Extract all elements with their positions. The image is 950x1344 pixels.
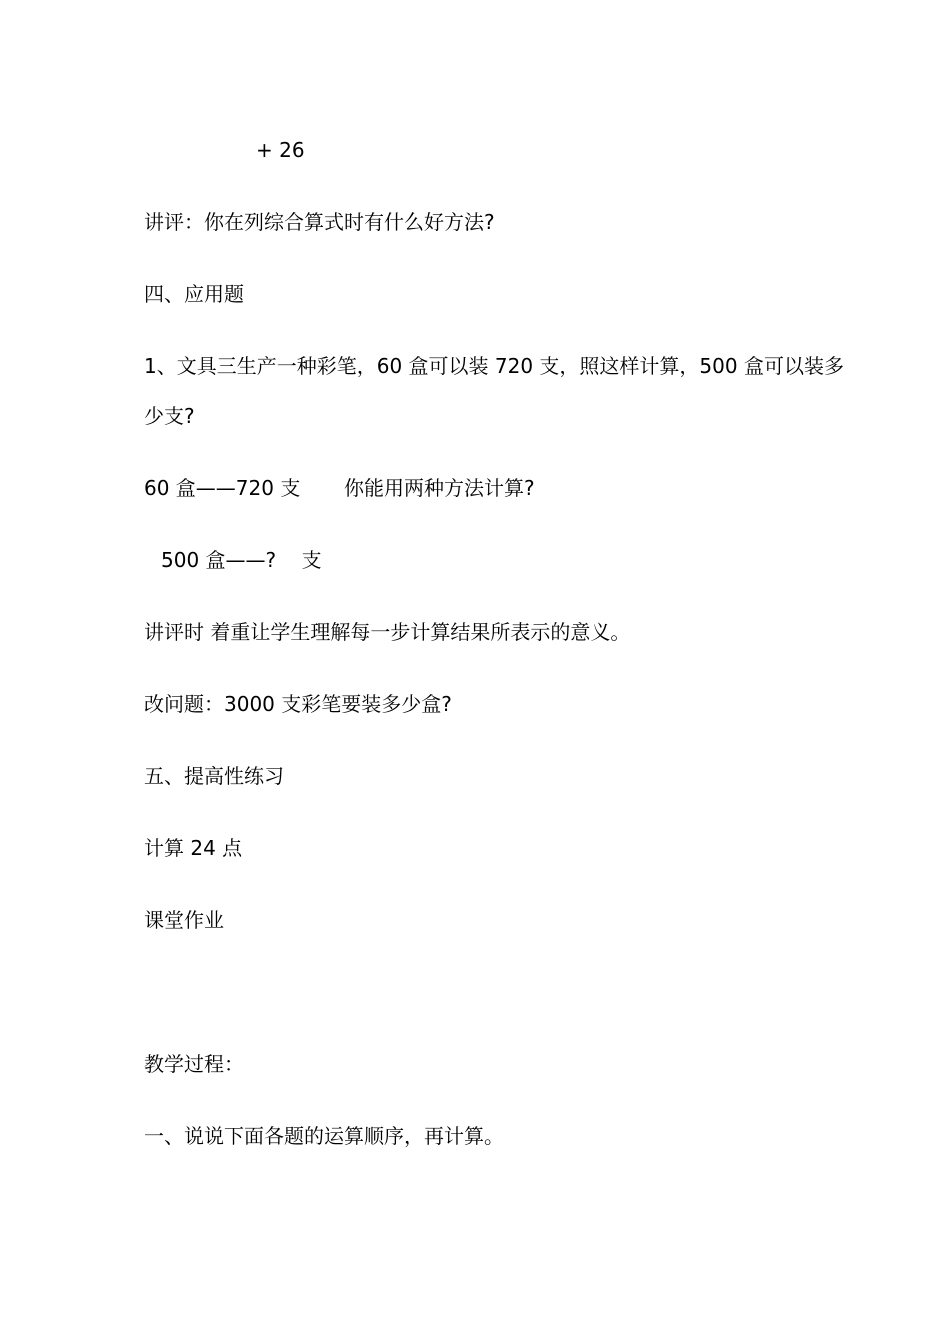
review-note: 讲评时 着重让学生理解每一步计算结果所表示的意义。 (144, 620, 631, 644)
calculate-24-points: 计算 24 点 (144, 836, 243, 860)
classwork-label: 课堂作业 (144, 908, 224, 932)
review-question: 讲评：你在列综合算式时有什么好方法? (144, 210, 495, 234)
teaching-process-label: 教学过程： (144, 1052, 244, 1076)
expression-continuation: + 26 (256, 138, 305, 162)
changed-question: 改问题：3000 支彩笔要装多少盒? (144, 692, 452, 716)
word-problem-line-1: 1、文具三生产一种彩笔，60 盒可以装 720 支，照这样计算，500 盒可以装多 (144, 354, 844, 378)
section-heading-application: 四、应用题 (144, 282, 244, 306)
section-heading-one: 一、说说下面各题的运算顺序，再计算。 (144, 1124, 504, 1148)
section-heading-advanced: 五、提高性练习 (144, 764, 284, 788)
given-quantity-row: 60 盒——720 支 (144, 476, 301, 500)
word-problem-line-2: 少支? (144, 404, 195, 428)
unknown-quantity-row: 500 盒——? 支 (161, 548, 322, 572)
two-methods-prompt: 你能用两种方法计算? (344, 476, 535, 500)
